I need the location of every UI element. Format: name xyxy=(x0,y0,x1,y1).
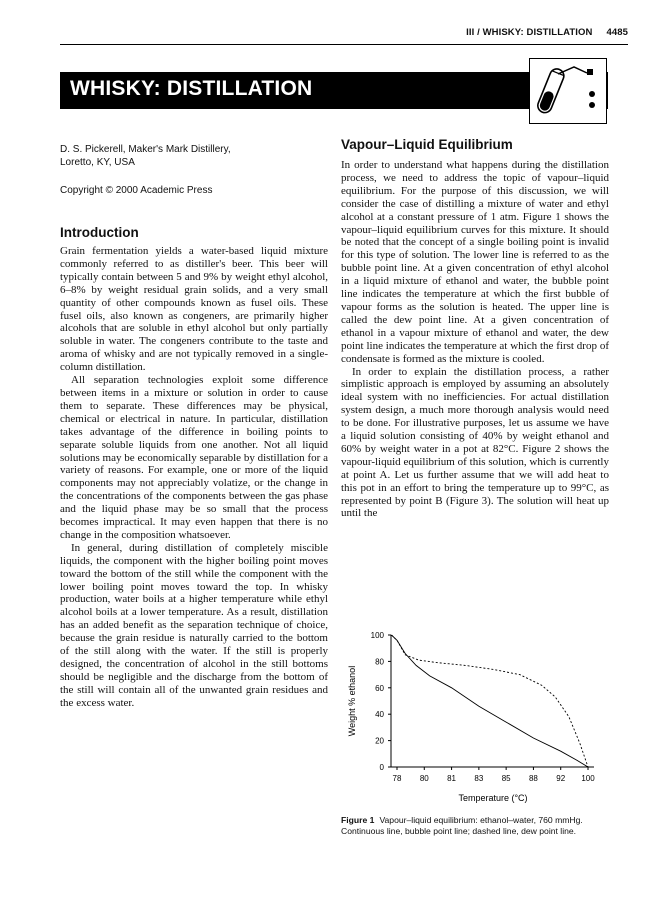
y-tick-label: 100 xyxy=(370,631,384,640)
figure-label: Figure 1 xyxy=(341,815,375,825)
article-title: WHISKY: DISTILLATION xyxy=(70,77,313,100)
y-tick-label: 80 xyxy=(375,657,384,667)
y-tick-label: 40 xyxy=(375,710,384,720)
figure-1 xyxy=(341,625,609,815)
x-tick-label: 83 xyxy=(474,774,484,783)
x-axis-label: Temperature (°C) xyxy=(458,793,528,803)
x-tick-label: 80 xyxy=(419,774,429,783)
title-bar xyxy=(60,72,608,109)
x-tick-label: 92 xyxy=(556,774,566,783)
page-number: 4485 xyxy=(606,27,628,38)
y-tick-label: 20 xyxy=(375,736,384,746)
x-tick-label: 100 xyxy=(581,774,595,783)
y-axis-ticks xyxy=(371,631,391,772)
x-tick-label: 78 xyxy=(392,774,402,783)
heading-introduction: Introduction xyxy=(60,225,139,240)
figure-caption xyxy=(341,815,613,837)
running-head xyxy=(466,27,628,38)
author-line-1: D. S. Pickerell, Maker's Mark Distillery, xyxy=(60,144,231,155)
intro-paragraph-2: All separation technologies exploit some difference between items in a mixture or solution in order to cause them to separate. These differences may be physical, chemical or electrical in nature. In particular, distillation takes advantage of the difference in boiling points to separate soluble liquids from one another. Not all liquid solutions may be economically separable by distillation for a variety of reasons. For example, one or more of the liquid components may not appreciably volatize, or the change in the concentrations of the components between the gas phase and the liquid phase may be so small that the process becomes impractical. It may even happen that there is no change in the composition whatsoever. xyxy=(60,374,328,541)
intro-paragraph-3: In general, during distillation of completely miscible liquids, the component with the higher boiling point moves toward the bottom of the still while the component with the lower boiling point moves toward the top. In whisky production, water boils at a higher temperature while ethyl alcohol boils at a lower temperature. As a result, distillation has an added benefit as the separation technique of choice, because the grain residue is naturally carried to the bottom of the still along with the water. If the still is properly designed, the concentration of alcohol in the still bottoms should be negligible and the discharge from the bottom of the still will contain all of the unwanted grain residues and the excess water. xyxy=(60,541,328,709)
heading-vapour-liquid-equilibrium: Vapour–Liquid Equilibrium xyxy=(341,137,513,152)
author-line-2: Loretto, KY, USA xyxy=(60,157,135,168)
top-rule xyxy=(60,44,628,45)
running-head-section: III / WHISKY: DISTILLATION xyxy=(466,27,593,38)
test-tube-logo xyxy=(529,58,607,124)
vle-text xyxy=(341,159,609,520)
y-tick-label: 0 xyxy=(379,763,384,772)
x-tick-label: 88 xyxy=(528,774,538,783)
chart-axes xyxy=(391,635,594,767)
y-tick-label: 60 xyxy=(375,683,384,693)
figure-caption-text: Vapour–liquid equilibrium: ethanol–water, 760 mmHg. Continuous line, bubble point line; dashed line, dew point line. xyxy=(341,815,583,836)
copyright-notice: Copyright © 2000 Academic Press xyxy=(60,185,213,196)
vle-paragraph-1: In order to understand what happens during the distillation process, we need to address the topic of vapour–liquid equilibrium. For the purpose of this discussion, we will consider the case of distilling a mixture of water and ethyl alcohol at a constant pressure of 1 atm. Figure 1 shows the vapour–liquid equilibrium curves for this mixture. It should be noted that the concept of a single boiling point is invalid for this type of solution. The lower line is referred to as the bubble point line. At a given concentration of ethyl alcohol in a liquid mixture of ethanol and water, the bubble point line indicates the temperature at which the first bubble of vapour forms as the solution is heated. The upper line is called the dew point line. At a given concentration of ethanol in a vapour mixture of ethanol and water, the dew point line indicates the temperature at which the first drop of condensate is formed as the mixture is cooled. xyxy=(341,159,609,365)
introduction-text xyxy=(60,245,328,710)
x-axis-ticks xyxy=(393,767,596,783)
vle-chart xyxy=(341,625,609,815)
author-affiliation xyxy=(60,143,320,169)
test-tube-icon xyxy=(529,58,607,124)
x-tick-label: 85 xyxy=(501,774,511,783)
y-axis-label: Weight % ethanol xyxy=(347,665,357,737)
chart-series xyxy=(392,635,589,767)
intro-paragraph-1: Grain fermentation yields a water-based liquid mixture commonly referred to as distiller's beer. This beer will typically contain between 5 and 9% by weight ethyl alcohol, 6–8% by weight residual grain solids, and a very small quantity of other compounds known as fusel oils. These fusel oils, also known as congeners, are primarily higher alcohols that are soluble in ethyl alcohol but only partially soluble in water. The congeners contribute to the taste and aroma of whisky and are not typically removed in a single-column distillation. xyxy=(60,245,328,374)
x-tick-label: 81 xyxy=(447,774,457,783)
dew-point-line xyxy=(392,635,589,767)
vle-paragraph-2: In order to explain the distillation process, a rather simplistic approach is employed by assuming an absolutely ideal system with no inefficiencies. For actual distillation system design, a much more thorough analysis would need to be done. For illustrative purposes, let us assume we have a liquid solution consisting of 40% by weight ethanol and 60% by weight water in a pot at 82°C. Figure 2 shows the vapour-liquid equilibrium of this solution, which is currently at point A. Let us further assume that we will add heat to this pot in an effort to bring the temperature up to 99°C, as represented by point B (Figure 3). The solution will heat up until the xyxy=(341,365,609,520)
